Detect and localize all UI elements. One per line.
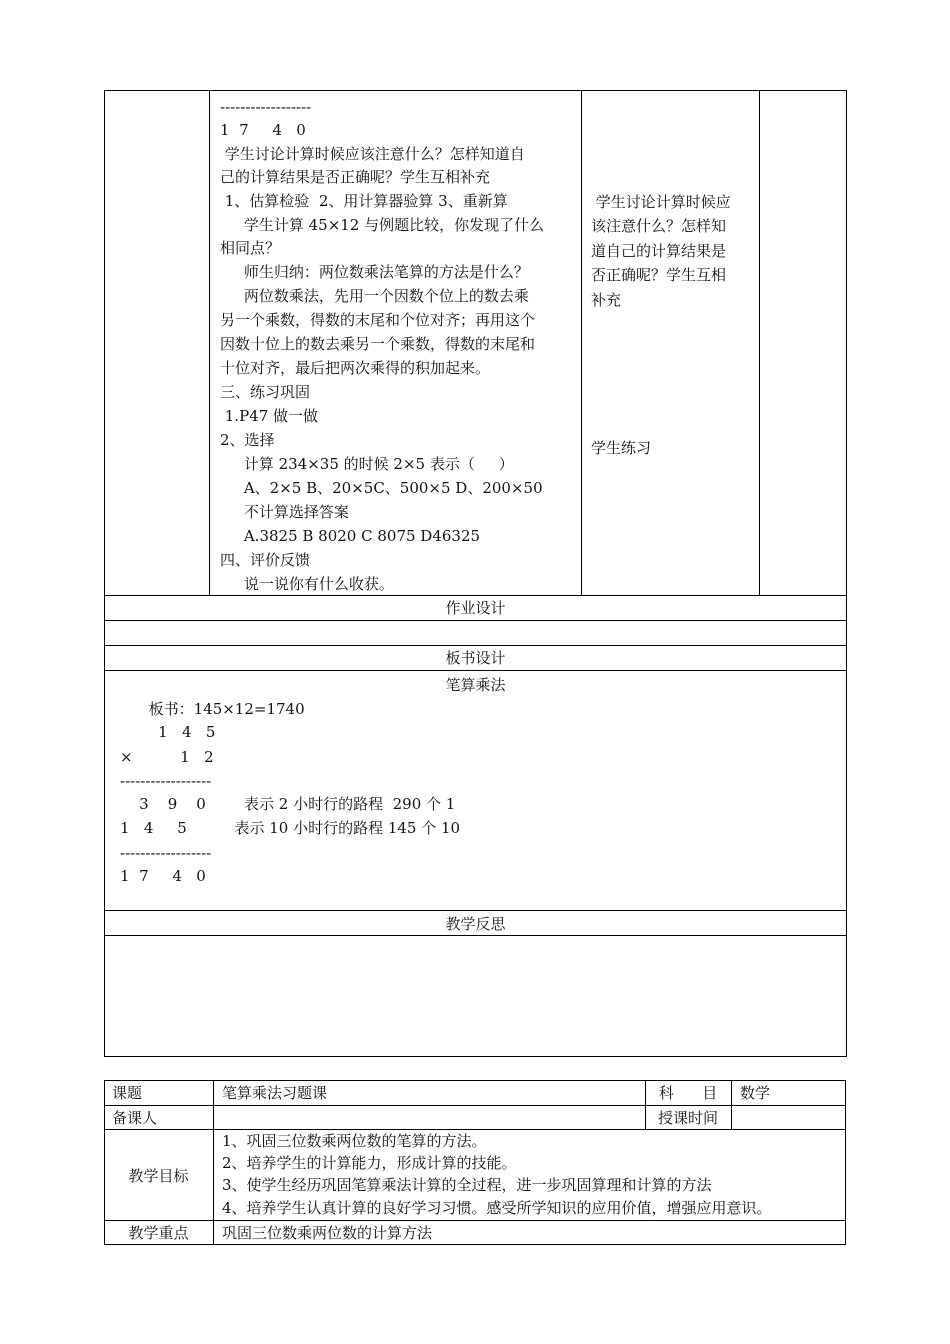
activity-line: 该注意什么？怎样知: [591, 217, 727, 235]
process-line: 三、练习巩固: [220, 383, 311, 401]
activity-line: 学生讨论计算时候应: [591, 193, 731, 211]
process-line: 计算 234×35 的时候 2×5 表示（ ）: [220, 455, 514, 473]
process-line: 己的计算结果是否正确呢？学生互相补充: [220, 168, 491, 186]
board-line: 板书：145×12=1740: [120, 700, 305, 718]
board-header: 板书设计: [445, 649, 506, 667]
goal-item: 1、巩固三位数乘两位数的笔算的方法。: [222, 1132, 487, 1150]
preparer-label: 备课人: [112, 1109, 158, 1127]
process-line: 两位数乘法，先用一个因数个位上的数去乘: [220, 287, 529, 305]
board-line: × 1 2: [120, 748, 214, 766]
board-line: 1 4 5: [120, 723, 216, 741]
topic-label: 课题: [112, 1084, 143, 1102]
process-line: 不计算选择答案: [220, 503, 349, 521]
topic-value: 笔算乘法习题课: [222, 1084, 328, 1102]
process-line: 说一说你有什么收获。: [220, 575, 394, 593]
homework-header: 作业设计: [445, 599, 506, 617]
board-line: ------------------: [120, 772, 212, 790]
goals-label: 教学目标: [128, 1167, 189, 1185]
process-line: 1.P47 做一做: [220, 407, 319, 425]
process-line: 十位对齐，最后把两次乘得的积加起来。: [220, 359, 491, 377]
focus-label: 教学重点: [128, 1224, 189, 1242]
reflection-header: 教学反思: [445, 915, 506, 933]
board-title: 笔算乘法: [445, 676, 506, 694]
process-line: 1、估算检验 2、用计算器验算 3、重新算: [220, 192, 508, 210]
subject-label: 科 目: [658, 1084, 718, 1102]
process-line: A、2×5 B、20×5C、500×5 D、200×50: [220, 479, 543, 497]
goal-item: 4、培养学生认真计算的良好学习习惯。感受所学知识的应用价值，增强应用意识。: [222, 1199, 772, 1217]
board-line: 1 4 5 表示 10 小时行的路程 145 个 10: [120, 819, 461, 837]
subject-value: 数学: [740, 1084, 771, 1102]
process-line: 师生归纳：两位数乘法笔算的方法是什么？: [220, 263, 529, 281]
goal-item: 3、使学生经历巩固笔算乘法计算的全过程，进一步巩固算理和计算的方法: [222, 1176, 712, 1194]
focus-value: 巩固三位数乘两位数的计算方法: [222, 1224, 433, 1242]
activity-line: 补充: [591, 291, 622, 309]
board-line: 3 9 0 表示 2 小时行的路程 290 个 1: [120, 795, 456, 813]
process-line: ------------------: [220, 98, 312, 116]
process-line: 因数十位上的数去乘另一个乘数，得数的末尾和: [220, 335, 536, 353]
lesson-time-label: 授课时间: [657, 1109, 718, 1127]
process-line: 1 7 4 0: [220, 121, 306, 139]
process-line: 另一个乘数，得数的末尾和个位对齐；再用这个: [220, 311, 536, 329]
board-line: ------------------: [120, 844, 212, 862]
activity-line: 否正确呢？学生互相: [591, 266, 727, 284]
activity-practice: 学生练习: [591, 439, 652, 457]
process-line: 2、选择: [220, 431, 275, 449]
process-line: A.3825 B 8020 C 8075 D46325: [220, 527, 481, 545]
process-line: 学生计算 45×12 与例题比较，你发现了什么: [220, 216, 545, 234]
process-line: 相同点？: [220, 239, 281, 257]
board-line: 1 7 4 0: [120, 867, 206, 885]
process-line: 四、评价反馈: [220, 551, 311, 569]
goal-item: 2、培养学生的计算能力，形成计算的技能。: [222, 1154, 517, 1172]
process-line: 学生讨论计算时候应该注意什么？怎样知道自: [220, 145, 525, 163]
activity-line: 道自己的计算结果是: [591, 242, 727, 260]
